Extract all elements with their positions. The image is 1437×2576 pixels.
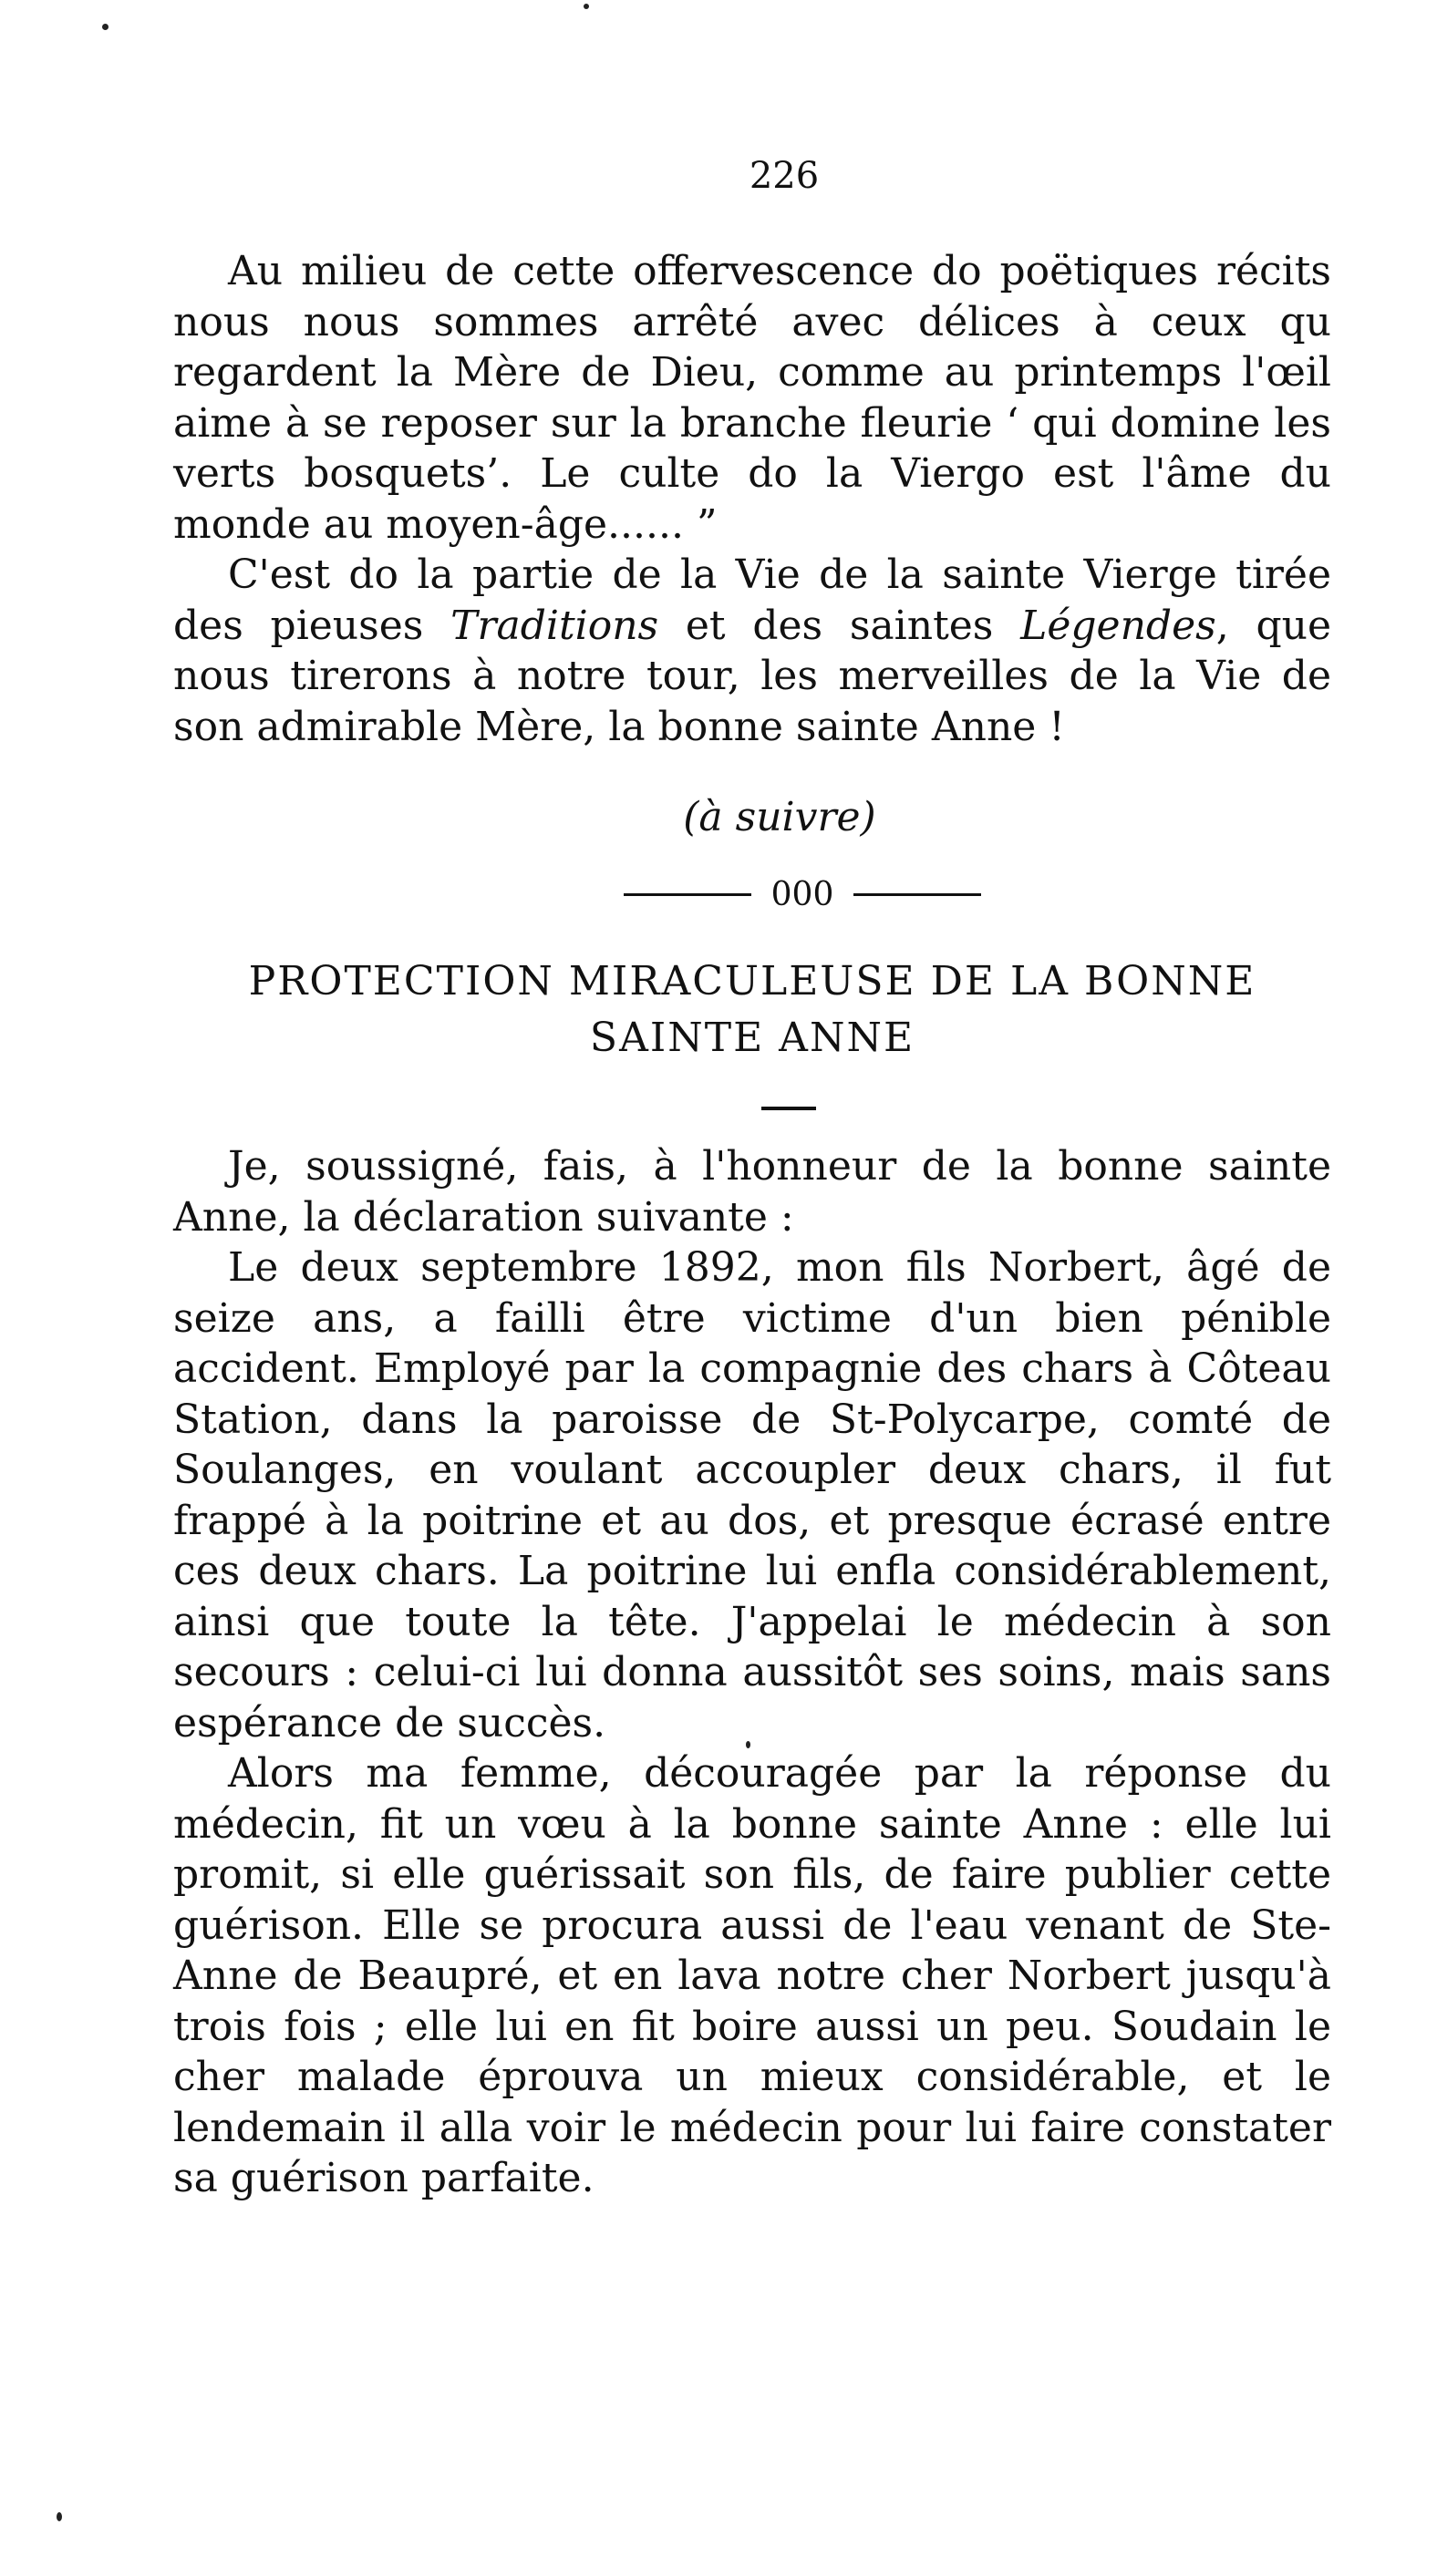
body-text: C'est do la partie de la Vie de la sainte Vierge tirée des pieuses xyxy=(173,551,1331,649)
article-1-paragraph xyxy=(173,550,1331,752)
article-2-body xyxy=(173,1141,1331,2204)
book-page xyxy=(173,155,1331,2204)
article-title xyxy=(173,953,1331,1066)
article-title-line-1: PROTECTION MIRACULEUSE DE LA BONNE xyxy=(248,958,1256,1005)
body-text: , que nous tirerons à notre tour, les merveilles de la Vie de son admirable Mère, la bonne sainte Anne ! xyxy=(173,602,1331,750)
article-1-paragraph xyxy=(173,246,1331,550)
title-rule xyxy=(761,1107,816,1110)
print-speck xyxy=(584,4,589,9)
article-title-line-2: SAINTE ANNE xyxy=(589,1015,915,1061)
article-1-body xyxy=(173,246,1331,752)
print-speck xyxy=(57,2512,62,2521)
divider-line-right xyxy=(853,893,981,896)
divider-line-left xyxy=(624,893,751,896)
italic-title-text: Traditions xyxy=(450,602,659,649)
body-text: et des saintes xyxy=(658,602,1021,649)
body-text: Au milieu de cette offervescence do poëtiques récits nous nous sommes arrêté avec délices à ceux qu regardent la Mère de Dieu, comme au printemps l'œil aime à se reposer sur la branche fleurie ‘ qui domine les verts bosquets’. Le culte do la Viergo est l'âme du monde au moyen-âge...... ” xyxy=(173,248,1331,548)
continued-note: (à suivre) xyxy=(683,794,876,840)
declaration-paragraph: Je, soussigné, fais, à l'honneur de la bonne sainte Anne, la déclaration suivante : xyxy=(173,1143,1331,1241)
healing-paragraph: Alors ma femme, découragée par la réponse du médecin, fit un vœu à la bonne sainte Anne : elle lui promit, si elle guérissait son fils, de faire publier cette guérison. Elle se procura aussi de l'eau venant de Ste-Anne de Beaupré, et en lava notre cher Norbert jusqu'à trois fois ; elle lui en fit boire aussi un peu. Soudain le cher malade éprouva un mieux considérable, et le lendemain il alla voir le médecin pour lui faire constater sa guérison parfaite. xyxy=(173,1750,1331,2201)
print-speck xyxy=(102,24,109,30)
accident-paragraph: Le deux septembre 1892, mon fils Norbert, âgé de seize ans, a failli être victime d'un bien pénible accident. Employé par la compagnie des chars à Côteau Station, dans la paroisse de St-Polycarpe, comté de Soulanges, en voulant accoupler deux chars, il fut frappé à la poitrine et au dos, et presque écrasé entre ces deux chars. La poitrine lui enfla considérablement, ainsi que toute la tête. J'appelai le médecin à son secours : celui-ci lui donna aussitôt ses soins, mais sans espérance de succès. xyxy=(173,1244,1331,1747)
italic-title-text: Légendes xyxy=(1020,602,1216,649)
section-divider xyxy=(274,876,1331,913)
page-number: 226 xyxy=(749,155,820,197)
divider-mark: 000 xyxy=(770,876,834,913)
